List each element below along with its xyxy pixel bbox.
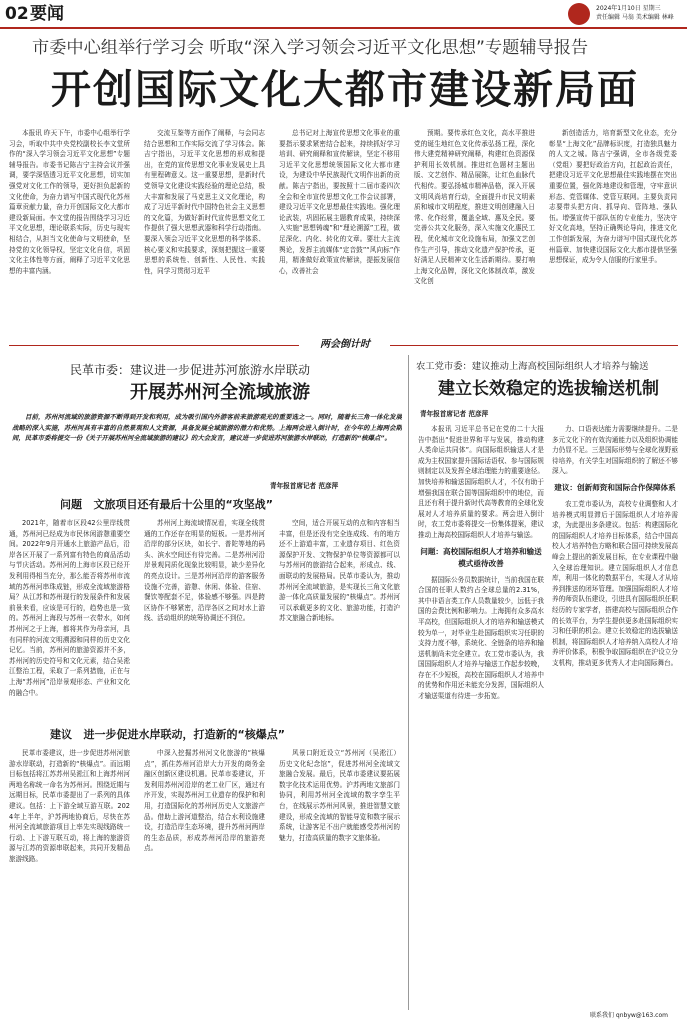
left-sub2-col-2: 中深入挖掘苏州河文化旅游的“核爆点”，抓住苏州河沿岸大力开发的商务金融区创新区建设机遇。民革市委建议，开发利用苏州河沿岸的老工业厂区，通过有序开发，实现苏州河工业遗存的保护和利用，打造国际化的苏州河历史人文旅游产品。借助上游河道整治，结合水利设施建设，打造沿岸生态环境，提升苏州河两岸的生态品质，形成苏州河沿岸的旅游亮点。 xyxy=(144,749,265,853)
top-col-4: 预期。要传承红色文化，高水平推进党的诞生地红色文化传承弘扬工程，深化伟大建党精神研究阐释，构建红色资源保护利用长效机制。推进红色题材主题出版、文艺创作、精品展陈，让红色血脉代代相传。要弘扬城市精神品格，深入开展文明风尚培育行动，全面提升市民文明素质和城市文明程度，推进文明创建融入日常、化作经常，覆盖全域、惠及全民。要完善公共文化服务，深入实施文化惠民工程，优化城市文化设施布局，加强文艺创作生产引导，推动文化遗产保护传承，更好满足人民精神文化生活新期待。要打响上海文化品牌，深化文化体制改革，激发文化创 xyxy=(414,129,535,286)
left-sub2-col-1: 民革市委建议，进一步促进苏州河旅游水岸联动，打造新的“核爆点”。而远期目标包括将江苏苏州吴淞江和上海苏州河两地名称统一命名为苏州河。围绕近期与远期目标，民革市委提出了一系列的具体建议。包括：上下游全域互游互联。2024年上半年，沪苏两地协商后，尽快在苏州河全流域旅游项目上率先实现线路统一行动、上下游互联互动，将上海的旅游资源与江苏的资源串联起来，共同开发精品旅游线路。 xyxy=(9,749,130,863)
divider-line-right xyxy=(390,345,678,346)
left-sub2-col-3: 风景口附近设立“苏州河（吴淞江）历史文化纪念馆”，促进苏州河全流域文旅融合发展。最后，民革市委建议要拓展数字化技术运用优势。沪苏两地文旅部门协同，利用苏州河全流域的数字孪生平台，在线展示苏州河风景，推进智慧文旅建设，形成全流域的智能导览和数字展示系统，让游客足不出户就能感受苏州河的魅力，打造高质量的数字文旅体验。 xyxy=(279,749,400,842)
divider-label: 两会倒计时 xyxy=(320,339,370,350)
left-kicker: 民革市委：建议进一步促进苏河旅游水岸联动 xyxy=(70,363,311,377)
left-headline: 开展苏州河全流域旅游 xyxy=(130,382,310,403)
issue-date: 2024年1月10日 星期三 xyxy=(596,5,661,12)
left-sub2: 建议 进一步促进水岸联动，打造新的“核爆点” xyxy=(50,728,285,741)
right-col1-subhead: 问题：高校国际组织人才培养和输送模式亟待改善 xyxy=(420,546,542,568)
right-col2-subhead: 建议：创新师资和国际合作保障体系 xyxy=(554,482,676,492)
left-sub1-col-2: 苏州河上海流域情况看，实现全线贯通的工作还存在明显的短板。一是苏州河沿岸的部分区块，如长宁、普陀等地的码头、滨水空间还有待完善。二是苏州河沿岸景观同质化现象比较明显，缺少差异化的亮点设计。三是苏州河沿岸的游客服务设施不完善，游憩、休闲、体验、住宿、餐饮等配套不足，体验感不够强。四是跨区协作不够紧密，沿岸各区之间对水上游线、活动组织的统筹协调还不到位。 xyxy=(144,519,265,623)
right-col-2: 力、口语表达能力需要继续提升。二是多元文化下的有效沟通能力以及组织协调能力仍显不足。三是国际形势与全球化视野亟待培养，有关学生对国际组织的了解还不够深入。 建议：创新师资和国际合作保障体系 农工党市委认为，高校专业调整和人才培养模式明显滞后于国际组织人才培养需求，为此提出多条建议。包括：构建国际化的国际组织人才培养目标体系，结合中国高校人才培养特色方略和联合国可持续发展高峰会上提出的新发展目标，在专业课程中融入全球治理知识。建立国际组织人才信息库，利用一体化的数据平台，实现人才从培养到推送的闭环管理。加强国际组织人才培养的师资队伍建设，引进具有国际组织任职经历的专家学者，搭建高校与国际组织合作的长效平台，为学生提供更多赴国际组织实习和任职的机会。建立长效稳定的选拔输送机制，将国际组织人才培养纳入高校人才培养评价体系，积极争取国际组织在沪设立分支机构，推动更多优秀人才走向国际舞台。 xyxy=(552,425,678,667)
left-sub1-col-3: 空间，适合开展互动的点和内容相当丰富，但是还没有完全连成线、有的地方还不上游道丰富，工业遗存项目、红色资源保护开发、文物保护单位等资源都可以与苏州河的旅游结合起来，形成点、线、面联动的发展格局。民革市委认为，推动苏州河全流域旅游，是实现长三角文化旅游一体化高质量发展的“核爆点”。苏州河可以承载更多的文化、旅游功能，打造沪苏文旅融合新地标。 xyxy=(279,519,400,623)
top-col-1: 本报讯 昨天下午，市委中心组举行学习会，听取中共中央党校副校长李文堂所作的“深入学习领会习近平文化思想”专题辅导报告。市委书记陈吉宁主持会议并强调，要学深悟透习近平文化思想，切实加强党对文化工作的领导，更好担负起新的文化使命，为奋力谱写中国式现代化苏州篇章贡献力量，奋力开创国际文化大都市建设新局面。李文堂的报告围绕学习习近平文化思想，理论联系实际，历史与现实相结合，从担当文化使命与文明使命，坚持党的文化领导权，坚定文化自信，巩固文化主体性等方面，阐释了习近平文化思想的丰富内涵。 xyxy=(9,129,130,275)
divider-line-left xyxy=(9,345,299,346)
right-byline: 青年报首席记者 范彦萍 xyxy=(420,410,489,418)
section-title: 要闻 xyxy=(30,4,64,24)
top-headline: 开创国际文化大都市建设新局面 xyxy=(51,67,639,113)
top-col-5: 新创造活力，培育新型文化业态，充分彰显“上海文化”品牌标识度，打造独具魅力的人文之城。陈吉宁强调，全市各级党委（党组）要把好政治方向，扛起政治责任，把建设习近平文化思想最佳实践地摆在突出重要位置，强化阵地建设和管理，守牢意识形态、党管媒体、党管互联网。主要负责同志要带头把方向、抓导向、管阵地、强队伍。增强宣传干部队伍的专业能力，坚决守好文化高地，坚持正确舆论导向，推进文化工作创新发展，为奋力谱写中国式现代化苏州篇章、加快建设国际文化大都市提供坚强思想保证，成为令人信服的行家里手。 xyxy=(549,129,677,265)
left-byline: 青年报首席记者 范彦萍 xyxy=(270,482,339,490)
header-rule xyxy=(0,27,687,29)
right-headline: 建立长效稳定的选拔输送机制 xyxy=(438,379,659,399)
left-intro: 目前，苏州河流域的旅游资源不断得到开发和利用，成为吸引国内外游客前来旅游观光的重要选之一。同时，随着长三角一体化发展战略的深入实施，苏州河具有丰富的自然景观和人文资源，具备发展全域旅游的潜力和优势。上海两会进入倒计时，在今年的上海两会期间，民革市委将提交一份《关于开展苏州河全流域旅游的建议》的大会发言，建议进一步促进苏河旅游水岸联动，打造新的“核爆点”。 xyxy=(12,413,402,443)
page-number: 02 xyxy=(5,4,29,24)
left-sub1-col-1: 2021年，随着市区段42公里岸线贯通，苏州河已经成为市民休闲游憩重要空间。2022年9月开通水上旅游产品后，沿岸各区开展了一系列富有特色的商品活动与节庆活动。苏州河的上海市区段已经开发利用得相当充分，那么能否将苏州市流域的苏州河串珠成链，形成全流域旅游格局？从江苏和苏州现行的发展条件和发展前景来看，应该是可行的，趋势也是一致的。苏州河上海段与苏州一衣带水，如何苏州河之于上海，都将其作为母亲河，具有同样的河流文明溯源和同样的历史文化记忆。当前，苏州河的旅游资源并不多，苏州河的历史符号和文化元素，结合吴淞江整治工程，采取了一系列措施，正在与上海“苏州河”沿岸景观形态、产业和文化的融合中。 xyxy=(9,519,130,697)
top-col-3: 总书记对上海宣传思想文化事业的重要指示要求紧密结合起来，持续抓好学习培训、研究阐释和宣传解读，坚定不移用习近平文化思想统领国际文化大都市建设，为建设中华民族现代文明作出新的贡献。陈吉宁指出，要按照十二届市委四次全会和全市宣传思想文化工作会议部署，建设习近平文化思想最佳实践地。强化理论武装，巩固拓展主题教育成果，持续深入实施“思想铸魂”和“理论溯源”工程，做足深化、内化、转化的文章。要壮大主流舆论，发挥主流媒体“定音鼓”“风向标”作用，精准做好政策宣传解读，提振发展信心，改善社会 xyxy=(279,129,400,275)
right-kicker: 农工党市委：建议推动上海高校国际组织人才培养与输送 xyxy=(416,361,649,372)
top-col-2: 交流互鉴等方面作了阐释，与会同志结合思想和工作实际交流了学习体会。陈吉宁指出，习近平文化思想的形成和提出，在党的宣传思想文化事业发展史上具有里程碑意义。这一重要思想，是新时代党领导文化建设实践经验的理论总结，极大丰富和发展了马克思主义文化理论，构成了习近平新时代中国特色社会主义思想的文化篇，为做好新时代宣传思想文化工作提供了强大思想武器和科学行动指南。要深入领会习近平文化思想的科学体系、核心要义和实践要求，深刻把握这一重要思想的系统性、创新性、人民性、实践性，同学习贯彻习近平 xyxy=(144,129,265,275)
left-sub1: 问题 文旅项目还有最后十公里的“攻坚战” xyxy=(60,498,273,511)
top-kicker: 市委中心组举行学习会 听取“深入学习领会习近平文化思想”专题辅导报告 xyxy=(32,38,589,58)
footer-contact: 联系我们 qnbyw@163.com xyxy=(590,1012,668,1019)
column-separator xyxy=(408,355,409,1010)
editor-credits: 责任编辑 马翁 美术编辑 林峰 xyxy=(596,14,674,21)
right-col-1: 本报讯 习近平总书记在党的二十大报告中指出“促进世界和平与发展，推动构建人类命运共同体”。向国际组织输送人才是成为主权国家提升国际话语权、参与国际规则制定以及发挥全球治理能力的重要途径。加快培养和输送国际组织人才，不仅有助于增强我国在联合国等国际组织中的地位，而且还有利于提升新时代高等教育的全球化发展对人才培养质量的要求。两会进入倒计时，农工党市委将提交一份集体提案，建议推动上海高校国际组织人才培养与输送。 问题：高校国际组织人才培养和输送模式亟待改善 据国际公务员数据统计，当前我国在联合国的任职人数约占全球总量的2.31%，其中非语言类工作人员数量较少，远低于我国的会费比例和影响力。上海拥有众多高水平高校，但国际组织人才的培养和输送模式较为单一，对毕业生赴国际组织实习任职的支持力度不够，系统化、全链条的培养和输送机制尚未完全建立。农工党市委认为，我国国际组织人才培养与输送工作起步较晚，存在不少短板，高校在国际组织人才培养中的优势和作用还未能充分发挥，国际组织人才输送渠道有待进一步拓宽。 xyxy=(418,425,544,701)
masthead-logo xyxy=(568,3,590,25)
